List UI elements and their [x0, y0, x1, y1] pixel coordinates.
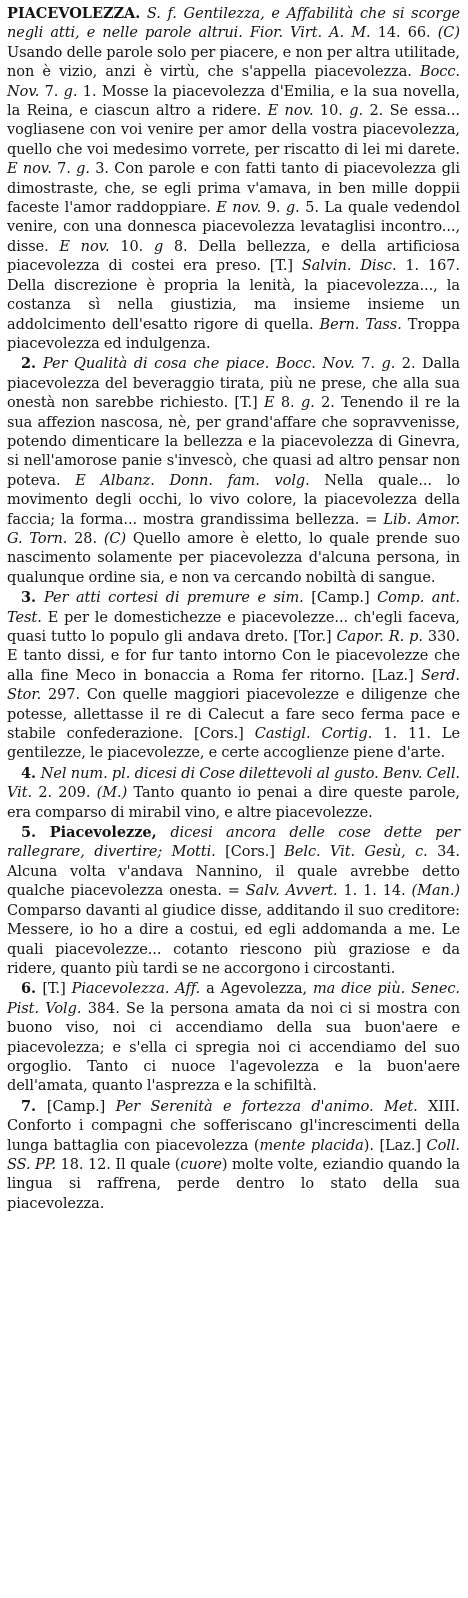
text-run: c.	[415, 844, 428, 861]
text-run: (M.)	[96, 785, 128, 802]
text-run: Comparso davanti al giudice disse, additando il suo creditore: Messere, io ho a dire a costui, ed egli addomanda a me. Le quali piacevolezze... cotanto riescono più graziose e da ridere, quanto più tardi se ne accorgono i circostanti.	[7, 902, 460, 977]
sense-3-paragraph	[7, 588, 460, 764]
text-run: g.	[285, 200, 300, 217]
text-run: E Albanz. Donn. fam. volg.	[75, 472, 310, 489]
text-run: 2.	[21, 355, 43, 373]
text-run: Nella quale... lo movimento degli occhi, lo vivo colore, la piacevolezza della faccia; la forma... mostra grandissima bellezza. =	[7, 472, 460, 528]
text-run: 2. Tenendo il re la sua affezion nascosa, nè, per grand'affare che sopravvenisse, potendo dimenticare la bellezza e la piacevolezza di Ginevra, si nell'amorose panie s'invescò, che quasi ad altro pensar non poteva.	[7, 395, 460, 489]
text-run	[406, 844, 415, 860]
text-run: E per le domestichezze e piacevolezze... ch'egli faceva, quasi tutto lo populo gli andava dreto. [Tor.]	[7, 609, 460, 645]
text-run: 2. 209.	[32, 785, 97, 802]
sense-5-paragraph	[7, 823, 460, 979]
entry-grammar: S. f.	[146, 6, 177, 22]
text-run: 28.	[67, 530, 104, 547]
text-run: ma dice più. Senec. Pist. Volg.	[7, 981, 460, 1017]
text-run: E nov.	[267, 103, 314, 120]
text-run: (C)	[103, 530, 127, 547]
text-run: 7.	[354, 356, 382, 373]
text-run: Castigl. Cortig.	[254, 726, 373, 743]
text-run: 7.	[51, 161, 77, 178]
text-run: Salvin. Disc.	[301, 258, 397, 275]
text-run: Per Serenità e fortezza d'animo. Met.	[115, 1098, 418, 1115]
text-run: Piacevolezza. Aff.	[71, 981, 201, 998]
text-run: Serd. Stor.	[7, 667, 460, 704]
entry-section-text	[7, 25, 460, 352]
text-run: g.	[76, 161, 90, 178]
text-run: [Camp.]	[46, 1098, 116, 1115]
text-run: ). [Laz.]	[363, 1137, 427, 1154]
sense-6-paragraph	[7, 979, 460, 1096]
text-run: g.	[300, 395, 315, 412]
text-run: 1. Mosse la piacevolezza d'Emilia, e la sua novella, la Reina, e ciascun altro a ridere.	[7, 83, 460, 120]
text-run: 3.	[21, 589, 44, 607]
sense-5-text	[7, 825, 460, 977]
sense-2-text	[7, 356, 460, 585]
text-run: 330. E tanto dissi, e for fur tanto intorno Con le piacevolezze che alla fine Meco in bonaccia a Roma fer ritorno. [Laz.]	[7, 629, 460, 684]
text-run: [T.]	[42, 981, 72, 998]
text-run: 1. 1. 14.	[337, 883, 412, 900]
text-run: E	[263, 395, 275, 412]
text-run: mente placida	[259, 1137, 364, 1154]
text-run: cuore	[180, 1156, 222, 1173]
text-run: Per Qualità di cosa che piace. Bocc. Nov.	[43, 356, 355, 373]
text-run: 2. Dalla piacevolezza del beveraggio tirata, più ne prese, che alla sua onestà non sarebbe richiesto. [T.]	[7, 356, 460, 412]
text-run: Lib. Amor. G. Torn.	[7, 511, 460, 547]
text-run: 10.	[313, 103, 350, 120]
text-run: 34. Alcuna volta v'andava Nannino, il quale avrebbe detto qualche piacevolezza onesta. =	[7, 844, 460, 900]
text-run: 10.	[109, 238, 154, 255]
sense-7-text	[7, 1099, 460, 1212]
text-run: E nov.	[216, 200, 262, 217]
text-run: 4.	[21, 764, 41, 782]
sense-4-paragraph	[7, 764, 460, 823]
text-run: 7.	[39, 83, 64, 100]
text-run: 384. Se la persona amata da noi ci si mostra con buono viso, noi ci accendiamo della sua buon'aere e piacevolezza; e s'ella ci spregia noi ci accendiamo del suo orgoglio. Tanto ci nuoce l'agevolezza e la buon'aere dell'amata, quanto l'asprezza e la schifiltà.	[7, 1000, 460, 1095]
sense-2-paragraph	[7, 354, 460, 588]
text-run: Usando delle parole solo per piacere, e non per altra utilitade, non è vizio, anzi è virtù, che s'appella piacevolezza.	[7, 44, 460, 81]
text-run: g.	[349, 103, 364, 120]
text-run: Capor. R. p.	[336, 629, 423, 645]
text-run: [Camp.]	[303, 590, 378, 607]
text-run: Comp. ant. Test.	[7, 590, 461, 626]
text-run: 18. 12. Il quale (	[56, 1156, 181, 1173]
text-run: Per atti cortesi di premure e sim.	[43, 590, 304, 607]
text-run: E nov.	[7, 161, 52, 178]
text-run: 1. 11. Le gentilezze, le piacevolezze, e certe accoglienze piene d'arte.	[7, 726, 460, 762]
text-run: E nov.	[59, 238, 110, 255]
text-run: Nel num. pl. dicesi di Cose dilettevoli al gusto. Benv. Cell. Vit.	[7, 765, 460, 802]
text-run: Salv. Avvert.	[245, 883, 338, 900]
text-run: Belc. Vit. Gesù,	[284, 844, 406, 861]
sense-6-text	[7, 981, 460, 1094]
text-run: (Man.)	[411, 883, 461, 900]
text-run: ) molte volte, eziandio quando la lingua si raffrena, perde dentro lo stato della sua piacevolezza.	[7, 1156, 460, 1212]
text-run: Bocc. Nov.	[7, 64, 460, 100]
text-run: Piacevolezze,	[49, 824, 171, 842]
sense-3-text	[7, 590, 460, 761]
text-run: dicesi ancora delle cose dette per rallegrare, divertire; Motti.	[7, 825, 460, 861]
text-run: Troppa piacevolezza ed indulgenza.	[7, 316, 460, 352]
text-run: 8.	[274, 395, 301, 412]
text-run: 5.	[21, 824, 50, 842]
entry-headword: PIACEVOLEZZA.	[7, 5, 141, 22]
text-run: g.	[63, 83, 78, 100]
text-run: Fior. Virt. A. M.	[242, 25, 371, 42]
sense-4-text	[7, 766, 460, 821]
text-run: Tanto quanto io penai a dire queste parole, era comparso di mirabil vino, e altre piacevolezze.	[7, 785, 460, 821]
text-run: 1. 167. Della discrezione è propria la lenità, la piacevolezza..., la costanza sì nella giustizia, ma insieme insieme un addolcimento dell'esatto rigore di quella.	[7, 258, 460, 333]
text-run: 297. Con quelle maggiori piacevolezze e diligenze che potesse, allettasse il re di Calecut a fare seco ferma pace e stabile confederazione. [Cors.]	[7, 687, 460, 743]
text-run: g.	[381, 356, 396, 373]
text-run: Coll. SS. PP.	[7, 1137, 460, 1173]
text-run: Bern. Tass.	[319, 316, 402, 333]
text-run: g	[153, 238, 164, 255]
text-run: Quello amore è eletto, lo quale prende suo nascimento solamente per piacevolezza d'alcuna persona, in qualunque ordine sia, e non va cercando nobiltà di sangue.	[7, 530, 461, 586]
text-run: 14. 66.	[370, 25, 438, 42]
text-run: 9.	[261, 200, 286, 217]
text-run: 8. Della bellezza, e della artificiosa piacevolezza di costei era preso. [T.]	[7, 238, 460, 275]
entry-definition: Gentilezza, e Affabilità che si scorge negli atti, e nelle parole altrui.	[7, 6, 460, 42]
text-run: 5. La quale vedendol venire, con una donnesca piacevolezza levataglisi incontro..., disse.	[7, 200, 460, 255]
text-run: [Cors.]	[215, 844, 285, 861]
text-run: 3. Con parole e con fatti tanto di piacevolezza gli dimostraste, che, se egli prima v'amava, in ben mille doppii faceste l'amor raddoppiare.	[7, 161, 460, 217]
sense-7-paragraph	[7, 1097, 460, 1214]
text-run: 6.	[21, 980, 43, 998]
entry-main-paragraph	[7, 4, 460, 354]
text-run: XIII. Conforto i compagni che sofferiscano gl'increscimenti della lunga battaglia con piacevolezza (	[7, 1098, 460, 1154]
text-run: 7.	[21, 1097, 47, 1115]
text-run: a Agevolezza,	[200, 981, 313, 998]
text-run: 2. Se essa... vogliasene con voi venire per amor della vostra piacevolezza, quello che voi medesimo vorrete, per riscatto di lei mi darete.	[7, 103, 460, 158]
text-run: (C)	[437, 25, 460, 42]
